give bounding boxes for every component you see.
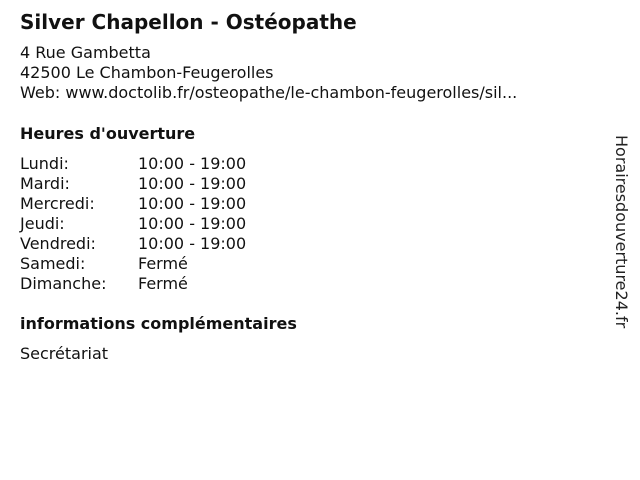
- additional-info-heading: informations complémentaires: [20, 314, 297, 333]
- address-street: 4 Rue Gambetta: [20, 43, 151, 62]
- time-value: Fermé: [138, 254, 188, 273]
- time-value: 10:00 - 19:00: [138, 194, 247, 213]
- hours-row-thursday: [20, 214, 246, 234]
- time-value: 10:00 - 19:00: [138, 174, 247, 193]
- address-block: [20, 43, 517, 103]
- day-label: Samedi:: [20, 254, 86, 273]
- hours-row-saturday: [20, 254, 246, 274]
- time-value: 10:00 - 19:00: [138, 154, 247, 173]
- opening-hours-table: [20, 154, 246, 294]
- time-value: Fermé: [138, 274, 188, 293]
- page-title: Silver Chapellon - Ostéopathe: [20, 10, 357, 34]
- site-watermark: Horairesdouverture24.fr: [612, 135, 631, 329]
- day-label: Dimanche:: [20, 274, 107, 293]
- address-city: 42500 Le Chambon-Feugerolles: [20, 63, 274, 82]
- hours-row-wednesday: [20, 194, 246, 214]
- additional-info-text: Secrétariat: [20, 344, 109, 363]
- hours-row-monday: [20, 154, 246, 174]
- day-label: Vendredi:: [20, 234, 96, 253]
- opening-hours-heading: Heures d'ouverture: [20, 124, 196, 143]
- time-value: 10:00 - 19:00: [138, 214, 247, 233]
- hours-row-friday: [20, 234, 246, 254]
- website-link[interactable]: Web: www.doctolib.fr/osteopathe/le-chambon-feugerolles/sil...: [20, 83, 518, 102]
- time-value: 10:00 - 19:00: [138, 234, 247, 253]
- hours-row-sunday: [20, 274, 246, 294]
- day-label: Lundi:: [20, 154, 69, 173]
- day-label: Mercredi:: [20, 194, 95, 213]
- day-label: Jeudi:: [20, 214, 65, 233]
- hours-row-tuesday: [20, 174, 246, 194]
- day-label: Mardi:: [20, 174, 70, 193]
